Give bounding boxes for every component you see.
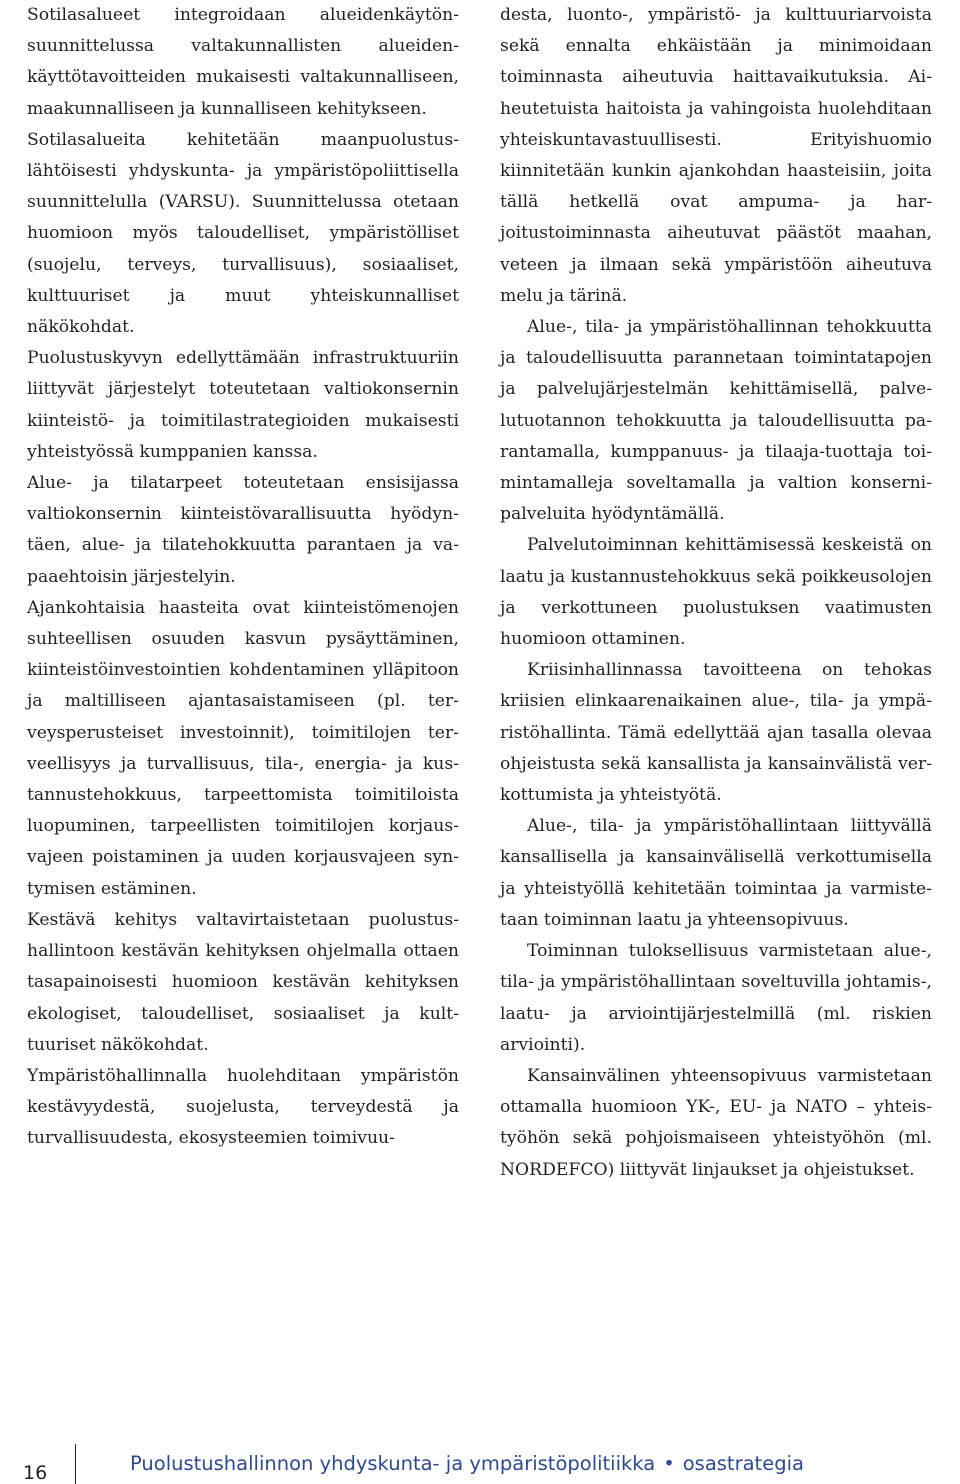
paragraph-palvelutoiminta: Palvelutoiminnan kehittämisessä keskeistä on laatu ja kustannustehokkuus sekä poikkeusolojen ja verkottuneen puolustuksen vaatimusten huomioon ottaminen. <box>500 535 932 650</box>
footer-subtitle: osastrategia <box>682 1452 804 1475</box>
page-number: 16 <box>23 1462 48 1484</box>
paragraph-sotilasalueet-integroidaan: Sotilasalueet integroidaan alueidenkäytönsuunnittelussa valtakunnallisten alueidenkäyttötavoitteiden mukaisesti valtakunnalliseen, maakunnalliseen ja kunnalliseen kehitykseen. <box>27 5 459 119</box>
paragraph-sotilasalueita-kehitetaan: Sotilasalueita kehitetään maanpuolustuslähtöisesti yhdyskunta- ja ympäristöpoliittisella suunnittelulla (VARSU). Suunnittelussa otetaan huomioon myös taloudelliset, ympäristölliset (suojelu, terveys, turvallisuus), sosiaaliset, kulttuuriset ja muut yhteiskunnalliset näkökohdat. <box>27 129 459 338</box>
paragraph-ajankohtaisia-haasteita: Ajankohtaisia haasteita ovat kiinteistömenojen suhteellisen osuuden kasvun pysäyttäminen, kiinteistöinvestointien kohdentaminen ylläpitoon ja maltilliseen ajantasaistamiseen (pl. terveysperusteiset investoinnit), toimitilojen terveellisyys ja turvallisuus, tila-, energia- ja kustannustehokkuus, tarpeettomista toimitiloista luopuminen, tarpeellisten toimitilojen korjausvajeen poistaminen ja uuden korjausvajeen syntymisen estäminen. <box>27 597 459 899</box>
left-column <box>27 0 459 1155</box>
footer-divider <box>75 1444 76 1484</box>
page-footer <box>0 1440 960 1484</box>
paragraph-ymparistohallinta-continued: desta, luonto-, ympäristö- ja kulttuuriarvoista sekä ennalta ehkäistään ja minimoidaan toiminnasta aiheutuvia haittavaikutuksia. Aiheutetuista haitoista ja vahingoista huolehditaan yhteiskuntavastuullisesti. Erityishuomio kiinnitetään kunkin ajankohdan haasteisiin, joita tällä hetkellä ovat ampuma- ja harjoitustoiminnasta aiheutuvat päästöt maahan, veteen ja ilmaan sekä ympäristöön aiheutuva melu ja tärinä. <box>500 5 932 306</box>
paragraph-kansainvalinen-yhteensopivuus: Kansainvälinen yhteensopivuus varmistetaan ottamalla huomioon YK-, EU- ja NATO – yhteistyöhön sekä pohjoismaiseen yhteistyöhön (ml. NORDEFCO) liittyvät linjaukset ja ohjeistukset. <box>500 1065 932 1180</box>
paragraph-tuloksellisuus: Toiminnan tuloksellisuus varmistetaan alue-, tila- ja ympäristöhallintaan soveltuvilla johtamis-, laatu- ja arviointijärjestelmillä (ml. riskien arviointi). <box>500 941 932 1055</box>
paragraph-verkottuminen: Alue-, tila- ja ympäristöhallintaan liittyvällä kansallisella ja kansainvälisellä verkottumisella ja yhteistyöllä kehitetään toimintaa ja varmistetaan toiminnan laatu ja yhteensopivuus. <box>500 816 932 930</box>
paragraph-ymparistohallinta: Ympäristöhallinnalla huolehditaan ympäristön kestävyydestä, suojelusta, terveydestä ja turvallisuudesta, ekosysteemien toimivuu- <box>27 1065 459 1149</box>
paragraph-kriisinhallinta: Kriisinhallinnassa tavoitteena on tehokas kriisien elinkaarenaikainen alue-, tila- ja ympäristöhallinta. Tämä edellyttää ajan tasalla olevaa ohjeistusta sekä kansallista ja kansainvälistä verkottumista ja yhteistyötä. <box>500 660 932 806</box>
paragraph-kestava-kehitys: Kestävä kehitys valtavirtaistetaan puolustushallintoon kestävän kehityksen ohjelmalla ottaen tasapainoisesti huomioon kestävän kehityksen ekologiset, taloudelliset, sosiaaliset ja kulttuuriset näkökohdat. <box>27 909 459 1055</box>
paragraph-alue-ja-tilatarpeet: Alue- ja tilatarpeet toteutetaan ensisijassa valtiokonsernin kiinteistövarallisuutta hyödyntäen, alue- ja tilatehokkuutta parantaen ja vapaaehtoisin järjestelyin. <box>27 473 459 587</box>
footer-title <box>130 1452 804 1475</box>
paragraph-tehokkuus-ja-taloudellisuus: Alue-, tila- ja ympäristöhallinnan tehokkuutta ja taloudellisuutta parannetaan toimintatapojen ja palvelujärjestelmän kehittämisellä, palvelutuotannon tehokkuutta ja taloudellisuutta parantamalla, kumppanuus- ja tilaaja-tuottaja toimintamalleja soveltamalla ja valtion konsernipalveluita hyödyntämällä. <box>500 317 932 525</box>
footer-title-text: Puolustushallinnon yhdyskunta- ja ympäristöpolitiikka <box>130 1452 656 1475</box>
right-column <box>500 0 932 1186</box>
paragraph-puolustuskyvyn-infrastruktuuri: Puolustuskyvyn edellyttämään infrastruktuuriin liittyvät järjestelyt toteutetaan valtiokonsernin kiinteistö- ja toimitilastrategioiden mukaisesti yhteistyössä kumppanien kanssa. <box>27 348 459 462</box>
footer-bullet: • <box>663 1452 675 1475</box>
